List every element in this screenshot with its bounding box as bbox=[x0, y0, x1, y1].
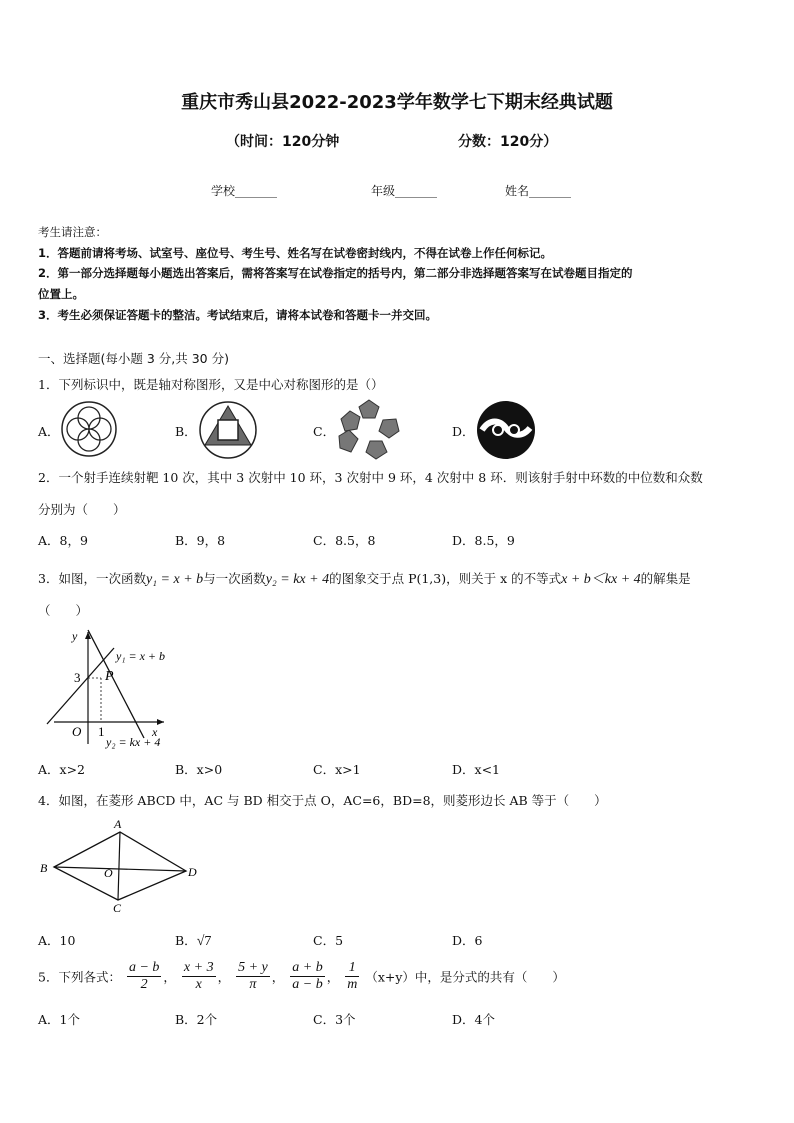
q5-lead: 5．下列各式： bbox=[38, 969, 121, 985]
q3-text-1: 3．如图，一次函数 bbox=[38, 571, 146, 586]
notice-heading: 考生请注意： bbox=[38, 225, 107, 239]
q5-tail: （x+y）中，是分式的共有（ ） bbox=[365, 969, 565, 985]
origin-label: O bbox=[72, 724, 82, 739]
q5-fraction-2: $\frac{x + 3}{x}$ bbox=[183, 960, 214, 992]
notice-item-1: 1．答题前请将考场、试室号、座位号、考生号、姓名写在试卷密封线内，不得在试卷上作任何标记。 bbox=[38, 246, 552, 260]
q5-fraction-5: $\frac{1}{m}$ bbox=[347, 960, 358, 992]
vertex-c-label: C bbox=[113, 901, 122, 915]
tick-label-3: 3 bbox=[74, 670, 81, 685]
point-p-label: P bbox=[105, 669, 114, 684]
q4-option-d: D．6 bbox=[452, 933, 483, 948]
q3-option-c: C．x>1 bbox=[313, 762, 361, 777]
question-5-stem: 5．下列各式： $\frac{a - b}{2}$ ， $\frac{x + 3}{x}$ ， $\frac{5 + y}{\pi}$ ， $\frac{a + b}{a - b}$ ， $\frac{1}{m}$ （x+y）中，是分式的共有（ ） bbox=[38, 960, 565, 992]
tick-label-1: 1 bbox=[98, 724, 105, 739]
line-y2-label: y₂ = kx + 4 bbox=[106, 735, 161, 749]
q4-option-c: C．5 bbox=[313, 933, 344, 948]
q1-option-b-figure bbox=[198, 400, 258, 460]
q5-option-c: C．3个 bbox=[313, 1012, 356, 1027]
q2-option-a: A．8，9 bbox=[38, 533, 88, 548]
q5-fraction-1: $\frac{a - b}{2}$ bbox=[128, 960, 160, 992]
question-3-stem-cont: （ ） bbox=[38, 603, 89, 618]
q5-fraction-3: $\frac{5 + y}{\pi}$ bbox=[238, 960, 268, 992]
notice-item-2-cont: 位置上。 bbox=[38, 287, 84, 301]
diagonal-bd bbox=[54, 867, 186, 871]
exam-time: （时间：120分钟 bbox=[226, 134, 340, 150]
q2-option-c: C．8.5，8 bbox=[313, 533, 376, 548]
page-title: 重庆市秀山县2022-2023学年数学七下期末经典试题 bbox=[181, 92, 613, 113]
vertex-a-label: A bbox=[114, 817, 122, 831]
center-o-label: O bbox=[104, 866, 113, 880]
q5-option-b: B．2个 bbox=[175, 1012, 218, 1027]
q5-option-d: D．4个 bbox=[452, 1012, 495, 1027]
question-4-stem: 4．如图，在菱形 ABCD 中，AC 与 BD 相交于点 O，AC=6，BD=8，则菱形边长 AB 等于（ ） bbox=[38, 793, 607, 808]
q3-function-graph bbox=[44, 626, 194, 752]
school-field: 学校_______ bbox=[211, 184, 278, 198]
q5-option-a: A．1个 bbox=[38, 1012, 80, 1027]
q1-option-c-figure bbox=[336, 397, 402, 461]
q3-text-4: 的解集是 bbox=[640, 571, 691, 586]
q4-option-b-value: √7 bbox=[196, 934, 212, 949]
x-axis-label: x bbox=[152, 725, 158, 739]
line-y1-label: y₁ = x + b bbox=[116, 649, 166, 663]
section-heading: 一、选择题(每小题 3 分,共 30 分) bbox=[38, 351, 229, 366]
name-field: 姓名_______ bbox=[505, 184, 572, 198]
grade-field: 年级_______ bbox=[371, 184, 438, 198]
q5-fraction-4: $\frac{a + b}{a - b}$ bbox=[292, 960, 323, 992]
q3-option-b: B．x>0 bbox=[175, 762, 223, 777]
q1-option-c-label: C． bbox=[313, 424, 336, 439]
question-2-stem: 2．一个射手连续射靶 10 次，其中 3 次射中 10 环，3 次射中 9 环，4 次射中 8 环．则该射手射中环数的中位数和众数 bbox=[38, 470, 703, 485]
q3-math-3: x + b＜kx + 4 bbox=[561, 572, 641, 587]
q4-option-a: A．10 bbox=[38, 933, 76, 948]
notice-item-3: 3．考生必须保证答题卡的整洁。考试结束后，请将本试卷和答题卡一并交回。 bbox=[38, 308, 437, 322]
q1-option-a-label: A． bbox=[38, 424, 60, 439]
q3-text-2: 与一次函数 bbox=[203, 571, 266, 586]
q2-option-b: B．9，8 bbox=[175, 533, 226, 548]
q4-option-b bbox=[175, 931, 211, 950]
q3-option-a: A．x>2 bbox=[38, 762, 86, 777]
q1-option-d-figure bbox=[476, 400, 536, 460]
question-2-stem-cont: 分别为（ ） bbox=[38, 502, 126, 517]
notice-item-2: 2．第一部分选择题每小题选出答案后，需将答案写在试卷指定的括号内，第二部分非选择题答案写在试卷题目指定的 bbox=[38, 266, 633, 280]
q4-rhombus-figure bbox=[36, 814, 206, 918]
vertex-d-label: D bbox=[188, 865, 197, 879]
vertex-b-label: B bbox=[40, 861, 48, 875]
diagonal-ac bbox=[118, 832, 120, 900]
q3-option-d: D．x<1 bbox=[452, 762, 500, 777]
question-1-stem: 1．下列标识中，既是轴对称图形，又是中心对称图形的是（） bbox=[38, 377, 384, 392]
q2-option-d: D．8.5，9 bbox=[452, 533, 515, 548]
q3-math-2: y₂ = kx + 4 bbox=[265, 572, 330, 587]
y-axis-label: y bbox=[72, 629, 78, 643]
question-3-stem bbox=[38, 568, 691, 588]
q1-option-a-figure bbox=[60, 400, 118, 458]
q4-option-b-label: B． bbox=[175, 933, 197, 948]
q1-option-b-label: B． bbox=[175, 424, 197, 439]
q1-option-d-label: D． bbox=[452, 424, 475, 439]
q3-text-3: 的图象交于点 P(1,3)，则关于 x 的不等式 bbox=[329, 571, 562, 586]
exam-score: 分数：120分） bbox=[458, 134, 558, 150]
q3-math-1: y₁ = x + b bbox=[145, 572, 204, 587]
